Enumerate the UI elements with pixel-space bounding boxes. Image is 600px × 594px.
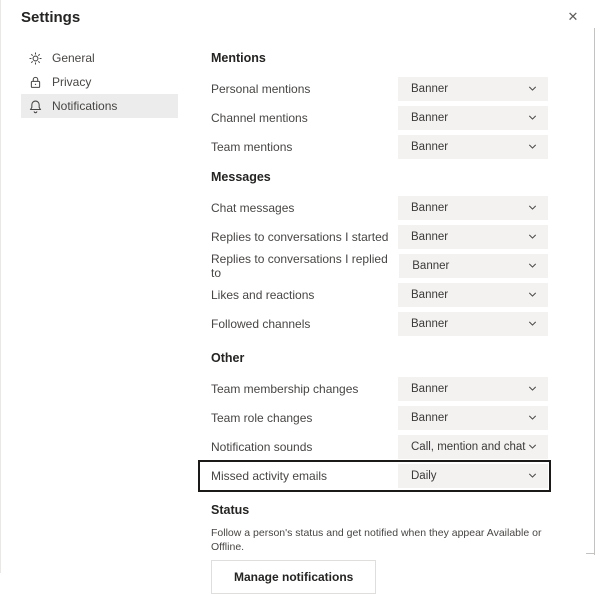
replies-started-dropdown[interactable]: Banner <box>398 225 548 249</box>
missed-activity-emails-dropdown[interactable]: Daily <box>398 464 548 488</box>
scrollbar[interactable] <box>594 28 595 555</box>
row-label: Likes and reactions <box>211 287 315 302</box>
sidebar-item-label: Notifications <box>52 98 118 113</box>
settings-row-replies-started <box>211 222 548 251</box>
close-button[interactable] <box>564 8 582 26</box>
personal-mentions-dropdown[interactable]: Banner <box>398 77 548 101</box>
row-label: Team mentions <box>211 139 293 154</box>
chat-messages-dropdown[interactable]: Banner <box>398 196 548 220</box>
replies-replied-dropdown[interactable]: Banner <box>399 254 548 278</box>
lock-icon <box>28 75 43 90</box>
scrollbar-foot <box>586 553 595 554</box>
chevron-down-icon <box>527 83 538 94</box>
chevron-down-icon <box>527 202 538 213</box>
row-label: Replies to conversations I replied to <box>211 251 388 280</box>
team-membership-dropdown[interactable]: Banner <box>398 377 548 401</box>
notification-settings-panel <box>211 46 548 594</box>
manage-notifications-button[interactable]: Manage notifications <box>211 560 376 594</box>
likes-reactions-dropdown[interactable]: Banner <box>398 283 548 307</box>
row-label: Replies to conversations I started <box>211 229 389 244</box>
close-icon: ✕ <box>567 9 579 24</box>
sidebar-item-notifications[interactable] <box>21 94 178 118</box>
sidebar <box>21 46 178 118</box>
settings-row-replies-replied <box>211 251 548 280</box>
chevron-down-icon <box>527 231 538 242</box>
section-heading-mentions: Mentions <box>211 51 266 65</box>
sidebar-item-privacy[interactable] <box>21 70 178 94</box>
row-label: Followed channels <box>211 316 311 331</box>
chevron-down-icon <box>527 112 538 123</box>
notification-sounds-dropdown[interactable]: Call, mention and chat <box>398 435 548 459</box>
settings-row-chat-messages <box>211 193 548 222</box>
section-heading-other: Other <box>211 351 245 365</box>
channel-mentions-dropdown[interactable]: Banner <box>398 106 548 130</box>
row-label: Team membership changes <box>211 381 359 396</box>
status-description: Follow a person's status and get notified when they appear Available or Offline. <box>211 527 542 553</box>
page-title: Settings <box>21 9 81 26</box>
row-label: Missed activity emails <box>211 468 328 483</box>
chevron-down-icon <box>527 470 538 481</box>
settings-row-team-role <box>211 403 548 432</box>
team-role-dropdown[interactable]: Banner <box>398 406 548 430</box>
settings-row-team-mentions <box>211 132 548 161</box>
settings-row-missed-activity-emails <box>211 461 548 490</box>
sidebar-item-general[interactable] <box>21 46 178 70</box>
chevron-down-icon <box>527 289 538 300</box>
settings-row-notification-sounds <box>211 432 548 461</box>
settings-row-likes-reactions <box>211 280 548 309</box>
row-label: Notification sounds <box>211 439 313 454</box>
followed-channels-dropdown[interactable]: Banner <box>398 312 548 336</box>
bell-icon <box>28 99 43 114</box>
team-mentions-dropdown[interactable]: Banner <box>398 135 548 159</box>
row-label: Channel mentions <box>211 110 308 125</box>
settings-row-followed-channels <box>211 309 548 338</box>
section-heading-messages: Messages <box>211 170 271 184</box>
row-label: Personal mentions <box>211 81 311 96</box>
gear-icon <box>28 51 43 66</box>
row-label: Team role changes <box>211 410 313 425</box>
chevron-down-icon <box>527 412 538 423</box>
section-heading-status: Status <box>211 503 250 517</box>
row-label: Chat messages <box>211 200 295 215</box>
chevron-down-icon <box>527 383 538 394</box>
settings-row-personal-mentions <box>211 74 548 103</box>
settings-row-team-membership <box>211 374 548 403</box>
chevron-down-icon <box>527 318 538 329</box>
chevron-down-icon <box>527 260 538 271</box>
sidebar-item-label: Privacy <box>52 74 92 89</box>
settings-row-channel-mentions <box>211 103 548 132</box>
chevron-down-icon <box>527 441 538 452</box>
sidebar-item-label: General <box>52 50 95 65</box>
chevron-down-icon <box>527 141 538 152</box>
